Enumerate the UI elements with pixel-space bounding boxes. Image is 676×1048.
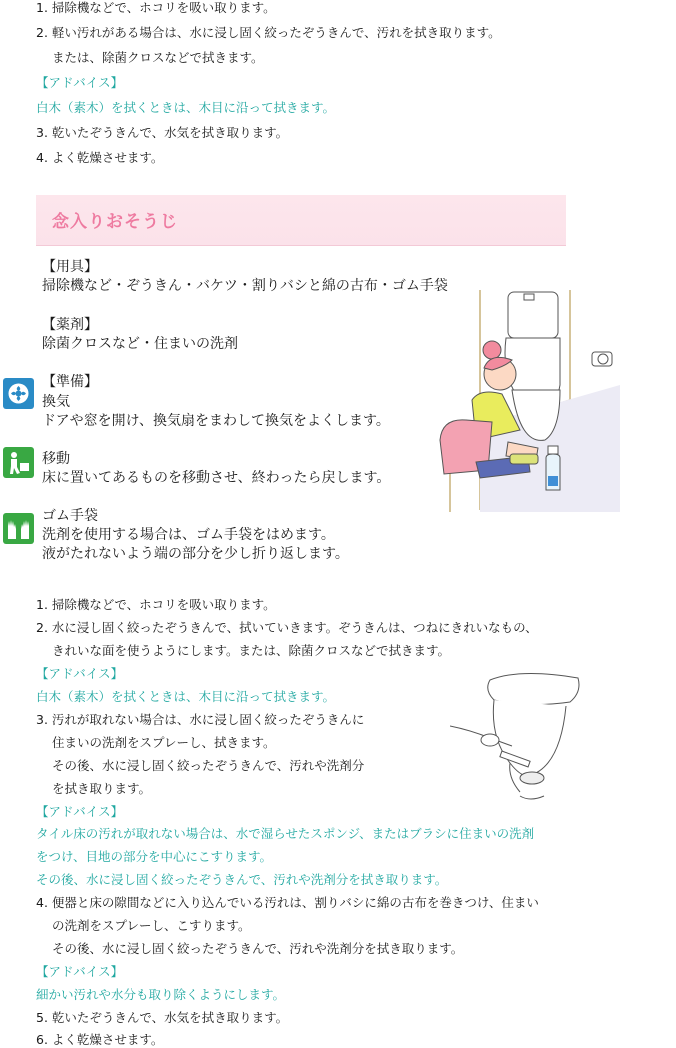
advice-text-1: 白木（素木）を拭くときは、木目に沿って拭きます。 [36,689,336,704]
gloves-title: ゴム手袋 [42,508,98,524]
top-advice-label: 【アドバイス】 [36,75,124,90]
preparation-label: 【準備】 [42,374,98,390]
step-6: 6. よく乾燥させます。 [36,1032,164,1047]
top-step-1: 1. 掃除機などで、ホコリを吸い取ります。 [36,0,276,15]
chemicals-label: 【薬剤】 [42,317,98,333]
toilet-base-cleaning-illustration [450,668,590,810]
section-title: 念入りおそうじ [52,212,178,232]
ventilation-icon [3,378,34,409]
move-items-icon [3,447,34,478]
advice-text-2b: をつけ、目地の部分を中心にこすります。 [36,849,273,864]
gloves-text-1: 洗剤を使用する場合は、ゴム手袋をはめます。 [42,527,335,543]
gloves-text-2: 液がたれないよう端の部分を少し折り返します。 [42,546,349,562]
move-text: 床に置いてあるものを移動させ、終わったら戻します。 [42,470,391,486]
top-step-2-cont: または、除菌クロスなどで拭きます。 [52,50,264,65]
step-3: 3. 汚れが取れない場合は、水に浸し固く絞ったぞうきんに [36,712,365,727]
step-3-cont-2: その後、水に浸し固く絞ったぞうきんで、汚れや洗剤分 [52,758,365,773]
advice-label-2: 【アドバイス】 [36,804,124,819]
tools-text: 掃除機など・ぞうきん・バケツ・割りバシと綿の古布・ゴム手袋 [42,278,448,294]
chemicals-text: 除菌クロスなど・住まいの洗剤 [42,336,238,352]
advice-label-3: 【アドバイス】 [36,964,124,979]
top-step-2: 2. 軽い汚れがある場合は、水に浸し固く絞ったぞうきんで、汚れを拭き取ります。 [36,25,501,40]
advice-text-2a: タイル床の汚れが取れない場合は、水で湿らせたスポンジ、またはブラシに住まいの洗剤 [36,826,535,841]
step-3-cont-3: を拭き取ります。 [52,781,152,796]
ventilation-text: ドアや窓を開け、換気扇をまわして換気をよくします。 [42,413,390,429]
step-4-cont-2: その後、水に浸し固く絞ったぞうきんで、汚れや洗剤分を拭き取ります。 [52,941,464,956]
woman-cleaning-toilet-illustration [420,290,620,512]
step-3-cont-1: 住まいの洗剤をスプレーし、拭きます。 [52,735,276,750]
tools-label: 【用具】 [42,259,98,275]
step-2-cont: きれいな面を使うようにします。または、除菌クロスなどで拭きます。 [52,643,451,658]
step-1: 1. 掃除機などで、ホコリを吸い取ります。 [36,597,276,612]
top-step-3: 3. 乾いたぞうきんで、水気を拭き取ります。 [36,125,289,140]
rubber-gloves-icon [3,513,34,544]
advice-label-1: 【アドバイス】 [36,666,124,681]
move-title: 移動 [42,451,70,467]
top-step-4: 4. よく乾燥させます。 [36,150,164,165]
step-4-cont-1: の洗剤をスプレーし、こすります。 [52,918,251,933]
step-2: 2. 水に浸し固く絞ったぞうきんで、拭いていきます。ぞうきんは、つねにきれいなもの、 [36,620,538,635]
advice-text-3: 細かい汚れや水分も取り除くようにします。 [36,987,286,1002]
step-4: 4. 便器と床の隙間などに入り込んでいる汚れは、割りバシに綿の古布を巻きつけ、住まい [36,895,539,910]
ventilation-title: 換気 [42,394,70,410]
advice-text-2c: その後、水に浸し固く絞ったぞうきんで、汚れや洗剤分を拭き取ります。 [36,872,448,887]
top-advice-text: 白木（素木）を拭くときは、木目に沿って拭きます。 [36,100,336,115]
section-banner [36,195,566,246]
step-5: 5. 乾いたぞうきんで、水気を拭き取ります。 [36,1010,289,1025]
